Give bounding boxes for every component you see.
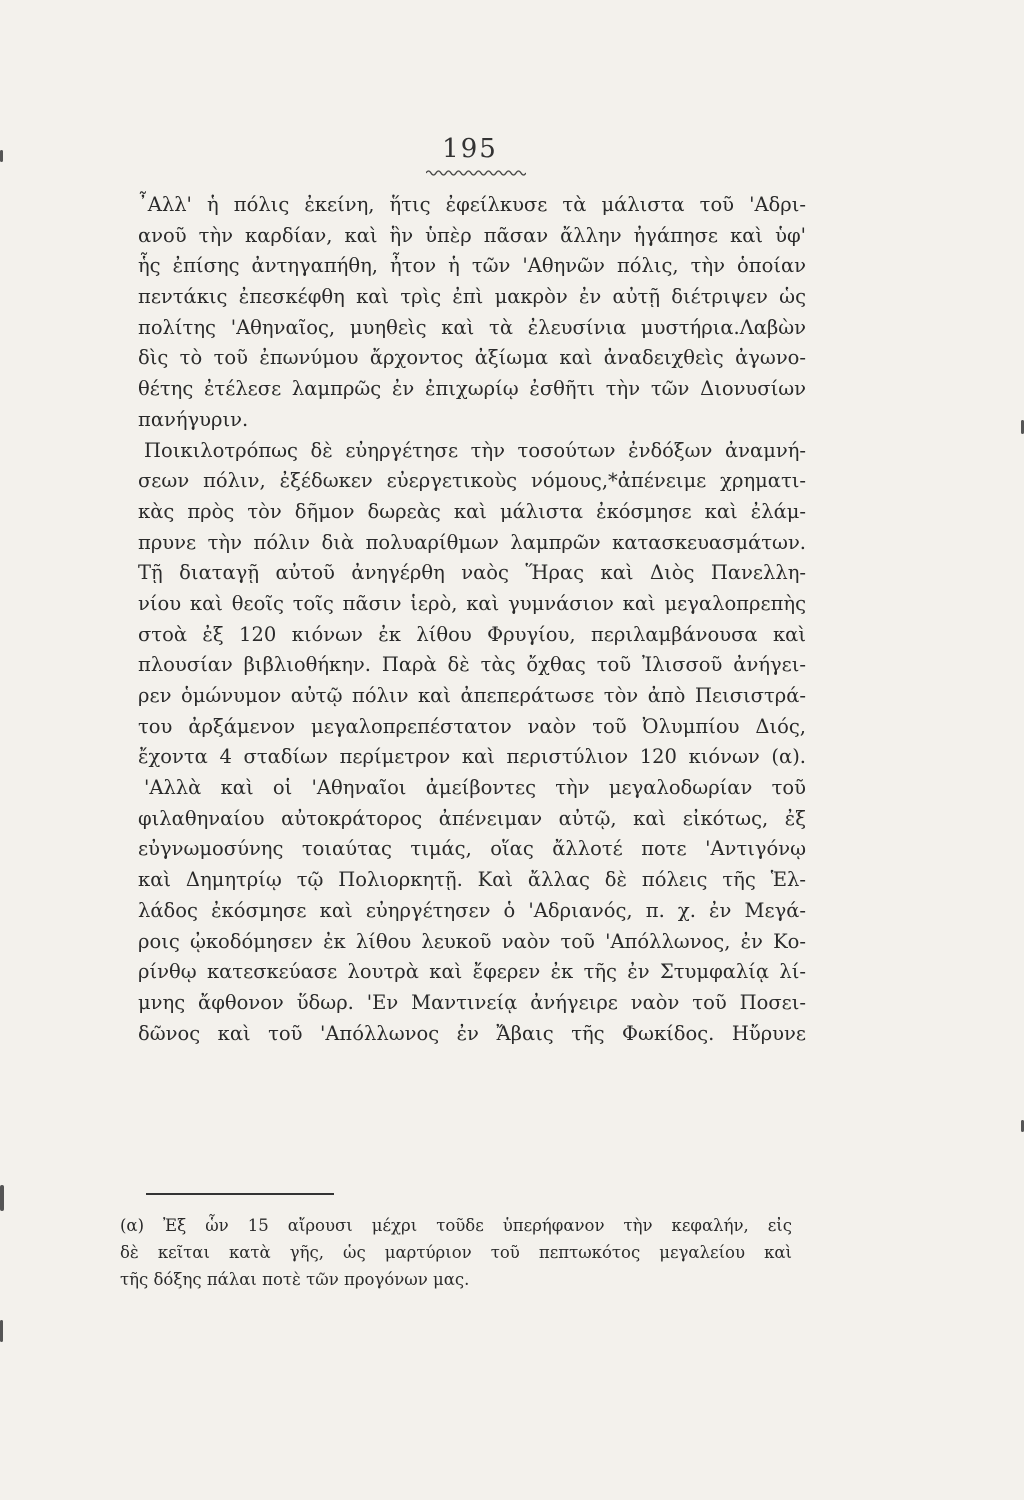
text-line: του ἀρξάμενον μεγαλοπρεπέστατον ναὸν τοῦ Ὀλυμπίου Διός,	[138, 714, 806, 738]
text-line: Ποικιλοτρόπως δὲ εὐηργέτησε τὴν τοσούτων ἐνδόξων ἀναμνή-	[144, 438, 806, 462]
left-edge-mark	[0, 1320, 3, 1342]
text-line: δὶς τὸ τοῦ ἐπωνύμου ἄρχοντος ἀξίωμα καὶ ἀναδειχθεὶς ἀγωνο-	[138, 346, 806, 370]
text-line: κὰς πρὸς τὸν δῆμον δωρεὰς καὶ μάλιστα ἐκόσμησε καὶ ἐλάμ-	[138, 499, 806, 523]
text-line: ρεν ὁμώνυμον αὐτῷ πόλιν καὶ ἀπεπεράτωσε τὸν ἀπὸ Πεισιστρά-	[138, 684, 806, 707]
left-edge-mark	[0, 1185, 4, 1211]
text-line: λάδος ἐκόσμησε καὶ εὐηργέτησεν ὁ 'Αδριανός, π. χ. ἐν Μεγά-	[138, 898, 806, 922]
text-line: ρίνθῳ κατεσκεύασε λουτρὰ καὶ ἔφερεν ἐκ τῆς ἐν Στυμφαλίᾳ λί-	[138, 960, 806, 984]
text-line: δῶνος καὶ τοῦ 'Απόλλωνος ἐν Ἄβαις τῆς Φωκίδος. Ηὔρυνε	[138, 1021, 806, 1045]
footnotes	[120, 1212, 792, 1293]
text-line: 'Αλλὰ καὶ οἱ 'Αθηναῖοι ἀμείβοντες τὴν μεγαλοδωρίαν τοῦ	[144, 776, 806, 800]
text-line: ἧς ἐπίσης ἀντηγαπήθη, ἦτον ἡ τῶν 'Αθηνῶν πόλις, τὴν ὁποίαν	[138, 254, 806, 278]
page-number: 195	[442, 134, 498, 164]
text-line: πανήγυριν.	[138, 407, 249, 431]
text-line: ροις ᾠκοδόμησεν ἐκ λίθου λευκοῦ ναὸν τοῦ 'Απόλλωνος, ἐν Κο-	[138, 929, 806, 953]
text-line: πεντάκις ἐπεσκέφθη καὶ τρὶς ἐπὶ μακρὸν ἐν αὐτῇ διέτριψεν ὡς	[138, 285, 806, 309]
text-line: ῏Αλλ' ἡ πόλις ἐκείνη, ἥτις ἐφείλκυσε τὰ μάλιστα τοῦ 'Αδρι-	[138, 193, 806, 216]
main-text	[138, 190, 806, 1049]
text-line: πολίτης 'Αθηναῖος, μυηθεὶς καὶ τὰ ἐλευσίνια μυστήρια.Λαβὼν	[138, 315, 806, 339]
wavy-ornament-rule	[426, 168, 526, 178]
footnote-line: τῆς δόξης πάλαι ποτὲ τῶν προγόνων μας.	[120, 1270, 470, 1289]
text-line: καὶ Δημητρίῳ τῷ Πολιορκητῇ. Καὶ ἄλλας δὲ πόλεις τῆς Ἑλ-	[138, 868, 806, 892]
text-line: εὐγνωμοσύνης τοιαύτας τιμάς, οἵας ἄλλοτέ ποτε 'Αντιγόνῳ	[138, 837, 806, 861]
footnote-line: (α) Ἐξ ὧν 15 αἴρουσι μέχρι τοῦδε ὑπερήφανον τὴν κεφαλήν, εἰς	[120, 1216, 792, 1235]
text-line: φιλαθηναίου αὐτοκράτορος ἀπένειμαν αὐτῷ, καὶ εἰκότως, ἐξ	[138, 806, 806, 830]
text-line: θέτης ἐτέλεσε λαμπρῶς ἐν ἐπιχωρίῳ ἐσθῆτι τὴν τῶν Διονυσίων	[138, 377, 806, 401]
text-line: μνης ἄφθονον ὕδωρ. 'Εν Μαντινείᾳ ἀνήγειρε ναὸν τοῦ Ποσει-	[138, 990, 806, 1014]
text-line: ἔχοντα 4 σταδίων περίμετρον καὶ περιστύλιον 120 κιόνων (α).	[138, 745, 806, 769]
footnote-rule	[146, 1193, 334, 1195]
text-line: Τῇ διαταγῇ αὐτοῦ ἀνηγέρθη ναὸς Ἥρας καὶ Διὸς Πανελλη-	[138, 561, 806, 585]
text-line: πρυνε τὴν πόλιν διὰ πολυαρίθμων λαμπρῶν κατασκευασμάτων.	[138, 530, 806, 554]
text-line: πλουσίαν βιβλιοθήκην. Παρὰ δὲ τὰς ὄχθας τοῦ Ἰλισσοῦ ἀνήγει-	[138, 653, 806, 677]
text-line: νίου καὶ θεοῖς τοῖς πᾶσιν ἱερὸ, καὶ γυμνάσιον καὶ μεγαλοπρεπὴς	[138, 591, 806, 615]
text-line: σεων πόλιν, ἐξέδωκεν εὐεργετικοὺς νόμους,*ἀπένειμε χρηματι-	[138, 469, 806, 493]
text-line: ανοῦ τὴν καρδίαν, καὶ ἣν ὑπὲρ πᾶσαν ἄλλην ἠγάπησε καὶ ὑφ'	[138, 223, 806, 247]
footnote-line: δὲ κεῖται κατὰ γῆς, ὡς μαρτύριον τοῦ πεπτωκότος μεγαλείου καὶ	[120, 1243, 792, 1262]
text-line: στοὰ ἐξ 120 κιόνων ἐκ λίθου Φρυγίου, περιλαμβάνουσα καὶ	[138, 622, 806, 646]
left-edge-mark	[0, 150, 3, 162]
